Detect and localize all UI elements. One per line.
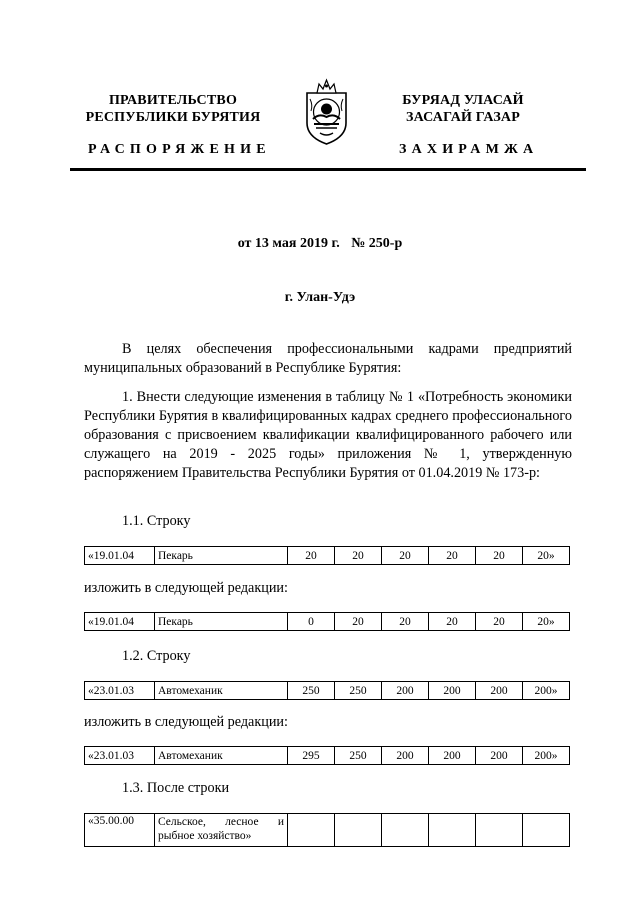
header-left [78,92,268,126]
table-cell-value: 250 [288,682,335,700]
table-row-original-2 [84,681,570,700]
item-1-3-label: 1.3. После строки [122,780,230,796]
table-cell-value [335,814,382,847]
table-cell-value: 20 [429,547,476,565]
header-left-line2: РЕСПУБЛИКИ БУРЯТИЯ [85,110,261,125]
table-cell-value: 20 [335,613,382,631]
table-row [85,613,570,631]
item-1-1-label: 1.1. Строку [122,513,191,529]
table-cell-value: 200 [429,682,476,700]
table-cell-value: 20 [476,547,523,565]
table-row-new-1 [84,612,570,631]
doc-type-left: РАСПОРЯЖЕНИЕ [88,142,271,157]
header-left-line1: ПРАВИТЕЛЬСТВО [108,93,238,108]
item-1-2-label: 1.2. Строку [122,648,191,664]
table-row [85,814,570,847]
table-cell-code: «19.01.04 [85,613,155,631]
table-cell-value: 20 [335,547,382,565]
paragraph-preamble [84,340,572,378]
table-cell-value: 200 [429,747,476,765]
table-cell-value: 20» [523,613,570,631]
table-cell-name: Автомеханик [155,682,288,700]
header-right-line1: БУРЯАД УЛАСАЙ [402,93,524,108]
table-cell-name: Пекарь [155,547,288,565]
table-cell-value: 20 [429,613,476,631]
instruction-1: изложить в следующей редакции: [84,580,288,596]
table-row [85,547,570,565]
table-cell-value: 20 [382,613,429,631]
table-cell-value: 20» [523,547,570,565]
header-divider [70,168,586,171]
table-row-reference [84,813,570,847]
table-cell-name: Автомеханик [155,747,288,765]
paragraph-item-1-text: 1. Внести следующие изменения в таблицу № 1 «Потребность экономики Республики Бурятия в квалифицированных кадрах среднего профессионального образования с присвоением квалификации квалифицированного рабочего или служащего на 2019 - 2025 годы» приложения № 1, утвержденную распоряжением Правительства Республики Бурятия от 01.04.2019 № 173-р: [84,389,572,481]
table-cell-value: 20 [382,547,429,565]
table-cell-value [429,814,476,847]
table-cell-value: 250 [335,682,382,700]
table-cell-value: 0 [288,613,335,631]
table-cell-code: «23.01.03 [85,682,155,700]
table-cell-name: Сельское, лесное и рыбное хозяйство» [155,814,288,847]
header-right-line2: ЗАСАГАЙ ГАЗАР [405,110,520,125]
table-cell-value: 200 [382,747,429,765]
coat-of-arms-emblem [299,75,354,147]
date-line [0,236,640,252]
header-right [383,92,543,126]
table-cell-value: 20 [288,547,335,565]
table-row [85,747,570,765]
table-row [85,682,570,700]
instruction-2: изложить в следующей редакции: [84,714,288,730]
table-cell-value [288,814,335,847]
table-cell-value: 295 [288,747,335,765]
city: г. Улан-Удэ [284,290,356,305]
paragraph-preamble-text: В целях обеспечения профессиональными кадрами предприятий муниципальных образований в Республике Бурятия: [84,341,572,376]
table-cell-value: 200 [476,747,523,765]
table-row-original-1 [84,546,570,565]
table-cell-value: 200» [523,747,570,765]
table-cell-code: «35.00.00 [85,814,155,847]
document-number: № 250-р [351,236,403,251]
doc-type-right: ЗАХИРАМЖА [399,142,539,157]
table-cell-value: 20 [476,613,523,631]
table-cell-value: 200 [382,682,429,700]
table-cell-name: Пекарь [155,613,288,631]
table-cell-code: «23.01.03 [85,747,155,765]
table-cell-value: 200 [476,682,523,700]
table-cell-value: 200» [523,682,570,700]
document-date: от 13 мая 2019 г. [237,236,340,251]
table-cell-value [382,814,429,847]
table-cell-value: 250 [335,747,382,765]
table-cell-value [523,814,570,847]
table-row-new-2 [84,746,570,765]
paragraph-item-1 [84,388,572,483]
table-cell-code: «19.01.04 [85,547,155,565]
table-cell-value [476,814,523,847]
